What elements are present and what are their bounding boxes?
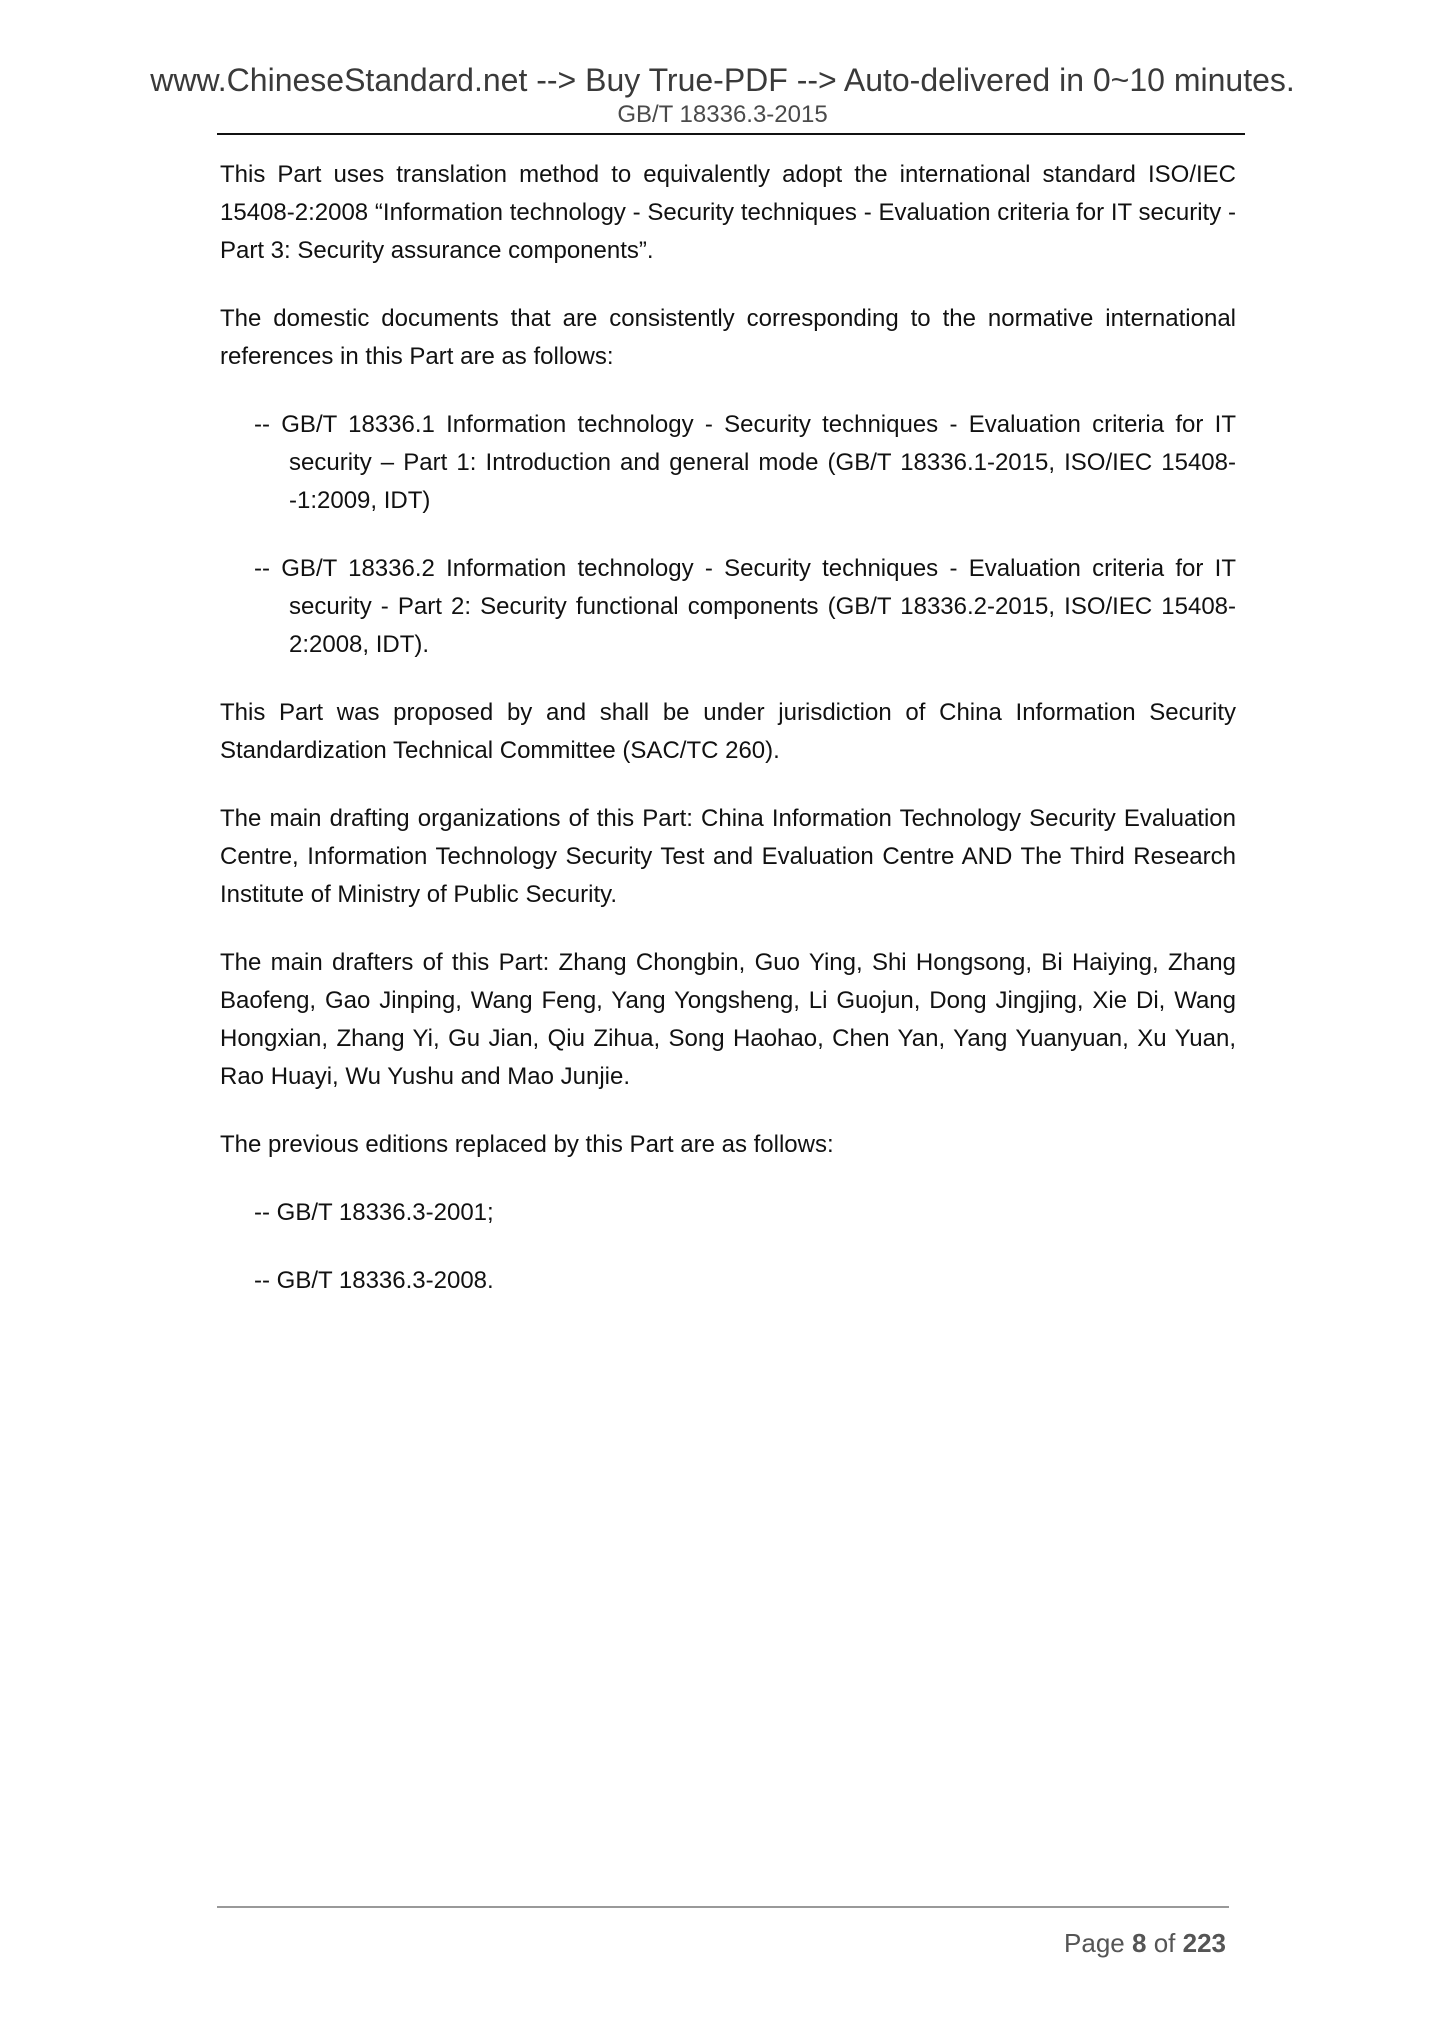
paragraph-drafters: The main drafters of this Part: Zhang Chongbin, Guo Ying, Shi Hongsong, Bi Haiying, Zhang Baofeng, Gao Jinping, Wang Feng, Yang Yongsheng, Li Guojun, Dong Jingjing, Xie Di, Wang Hongxian, Zhang Yi, Gu Jian, Qiu Zihua, Song Haohao, Chen Yan, Yang Yuanyuan, Xu Yuan, Rao Huayi, Wu Yushu and Mao Junjie. [220, 949, 1236, 1090]
edition-item: -- GB/T 18336.3-2001; [254, 1199, 494, 1226]
reference-item: -- GB/T 18336.1 Information technology - Security techniques - Evaluation criteria for IT security – Part 1: Introduction and general mode (GB/T 18336.1-2015, ISO/IEC 15408--1:2009, IDT) [254, 411, 1236, 514]
page-number [1064, 1928, 1226, 1958]
standard-number: GB/T 18336.3-2015 [617, 101, 828, 128]
page-current: 8 [1131, 1928, 1147, 1958]
page-of: of [1153, 1928, 1176, 1958]
site-banner: www.ChineseStandard.net --> Buy True-PDF --> Auto-delivered in 0~10 minutes. [150, 62, 1295, 98]
header-divider [217, 133, 1245, 135]
document-body [220, 156, 1236, 1330]
reference-item: -- GB/T 18336.2 Information technology - Security techniques - Evaluation criteria for IT security - Part 2: Security functional components (GB/T 18336.2-2015, ISO/IEC 15408-2:2008, IDT). [254, 555, 1236, 658]
edition-item: -- GB/T 18336.3-2008. [254, 1267, 494, 1294]
paragraph-organizations: The main drafting organizations of this Part: China Information Technology Security Evaluation Centre, Information Technology Security Test and Evaluation Centre AND The Third Research Institute of Ministry of Public Security. [220, 805, 1236, 908]
paragraph-previous-editions: The previous editions replaced by this Part are as follows: [220, 1131, 834, 1158]
footer-divider [217, 1906, 1229, 1908]
paragraph-jurisdiction: This Part was proposed by and shall be under jurisdiction of China Information Security Standardization Technical Committee (SAC/TC 260). [220, 699, 1236, 764]
page-total: 223 [1182, 1928, 1226, 1958]
page-label: Page [1064, 1928, 1125, 1958]
paragraph-adoption: This Part uses translation method to equivalently adopt the international standard ISO/IEC 15408-2:2008 “Information technology - Security techniques - Evaluation criteria for IT security -Part 3: Security assurance components”. [220, 161, 1236, 264]
paragraph-references-intro: The domestic documents that are consistently corresponding to the normative international references in this Part are as follows: [220, 305, 1236, 370]
